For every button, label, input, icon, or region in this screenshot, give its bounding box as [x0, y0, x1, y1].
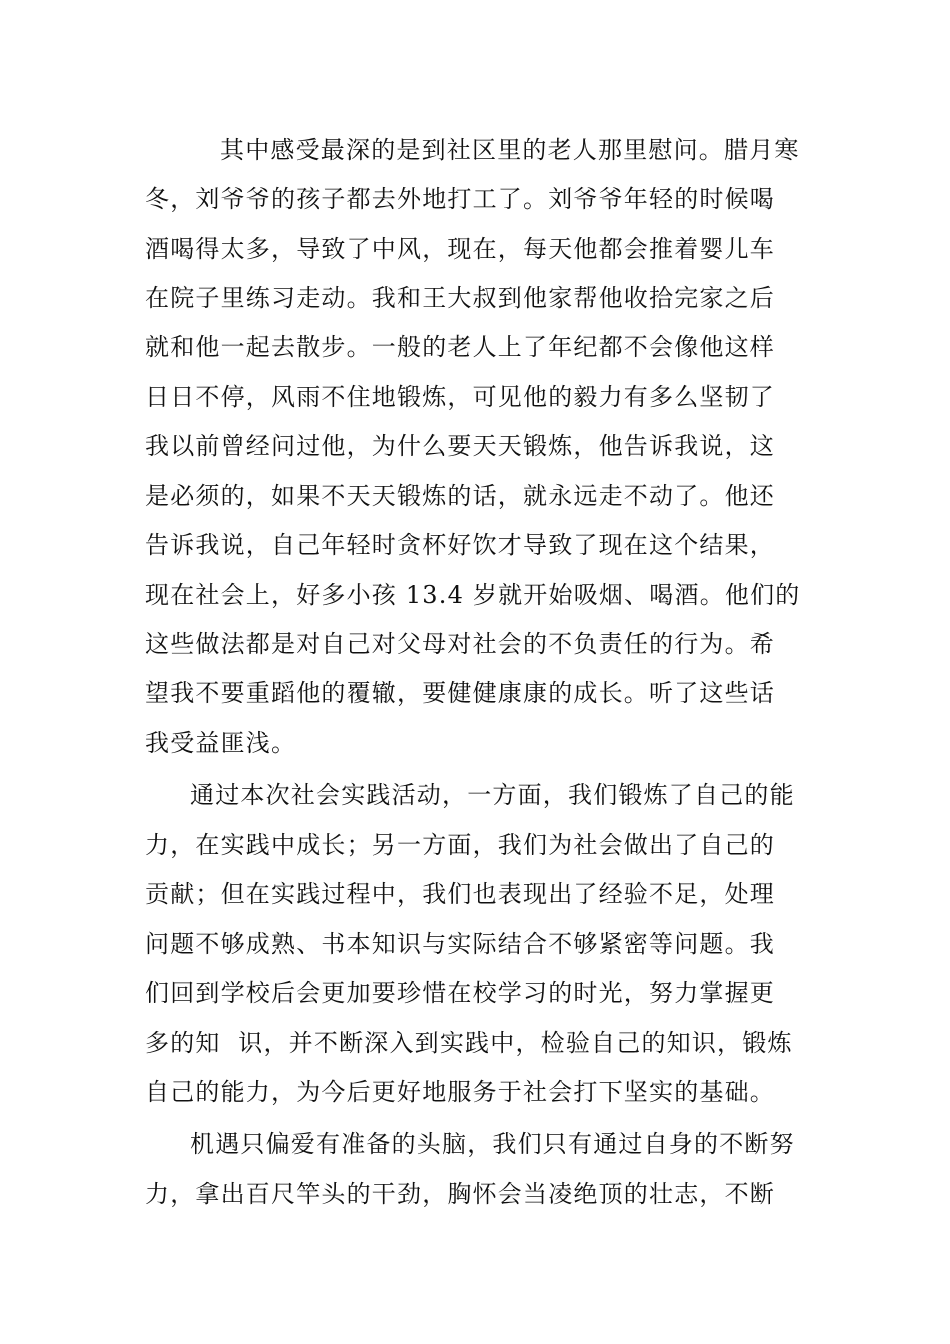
- paragraph-2-line-3: 贡献；但在实践过程中，我们也表现出了经验不足，处理: [145, 880, 775, 908]
- paragraph-2-line-4: 问题不够成熟、书本知识与实际结合不够紧密等问题。我: [145, 930, 775, 958]
- paragraph-1-line-2: 冬，刘爷爷的孩子都去外地打工了。刘爷爷年轻的时候喝: [145, 185, 775, 213]
- paragraph-1-line-5: 就和他一起去散步。一般的老人上了年纪都不会像他这样: [145, 333, 775, 361]
- paragraph-1-line-9: 告诉我说，自己年轻时贪杯好饮才导致了现在这个结果，: [145, 531, 775, 559]
- paragraph-3-line-1: 机遇只偏爱有准备的头脑，我们只有通过自身的不断努: [190, 1130, 795, 1158]
- paragraph-1-line-7: 我以前曾经问过他，为什么要天天锻炼，他告诉我说，这: [145, 432, 775, 460]
- paragraph-1-line-12: 望我不要重蹈他的覆辙，要健健康康的成长。听了这些话: [145, 679, 775, 707]
- paragraph-1-line-4: 在院子里练习走动。我和王大叔到他家帮他收拾完家之后: [145, 284, 775, 312]
- paragraph-2-line-7: 自己的能力，为今后更好地服务于社会打下坚实的基础。: [145, 1078, 775, 1106]
- paragraph-1-line-11: 这些做法都是对自己对父母对社会的不负责任的行为。希: [145, 630, 775, 658]
- paragraph-1-line-13: 我受益匪浅。: [145, 729, 297, 757]
- paragraph-2-line-6: 多的知 识，并不断深入到实践中，检验自己的知识，锻炼: [145, 1029, 793, 1057]
- paragraph-2-line-5: 们回到学校后会更加要珍惜在校学习的时光，努力掌握更: [145, 979, 775, 1007]
- paragraph-1-line-8: 是必须的，如果不天天锻炼的话，就永远走不动了。他还: [145, 482, 775, 510]
- paragraph-2-line-2: 力，在实践中成长；另一方面，我们为社会做出了自己的: [145, 831, 775, 859]
- paragraph-1-line-3: 酒喝得太多，导致了中风，现在，每天他都会推着婴儿车: [145, 235, 775, 263]
- paragraph-1-line-1: 其中感受最深的是到社区里的老人那里慰问。腊月寒: [220, 136, 800, 164]
- paragraph-1-line-6: 日日不停，风雨不住地锻炼，可见他的毅力有多么坚韧了: [145, 383, 775, 411]
- paragraph-3-line-2: 力，拿出百尺竿头的干劲，胸怀会当凌绝顶的壮志，不断: [145, 1180, 775, 1208]
- paragraph-2-line-1: 通过本次社会实践活动，一方面，我们锻炼了自己的能: [190, 781, 795, 809]
- paragraph-1-line-10: 现在社会上，好多小孩 13.4 岁就开始吸烟、喝酒。他们的: [145, 581, 801, 609]
